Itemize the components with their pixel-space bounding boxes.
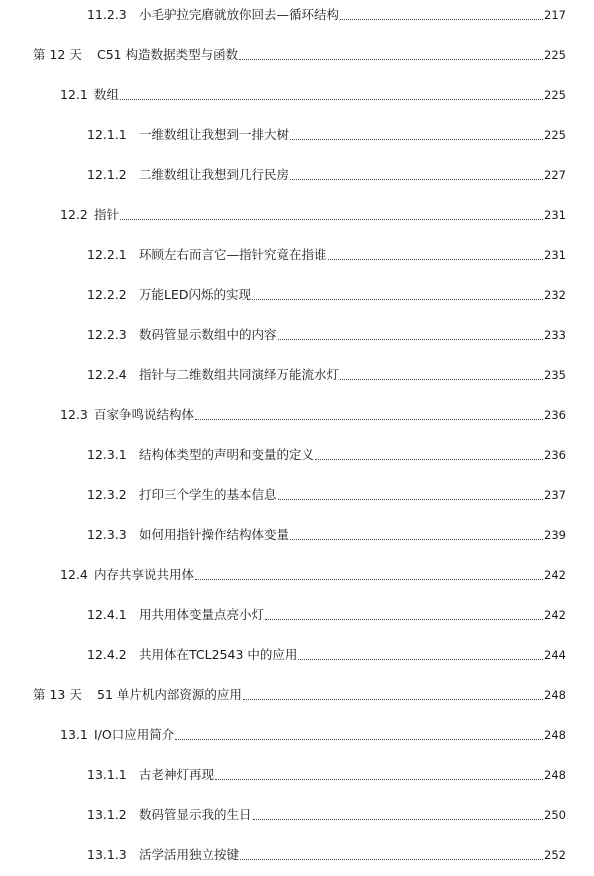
toc-dot-leader [195,579,543,580]
toc-page-number: 225 [544,48,566,62]
toc-entry-title: 数码管显示我的生日 [139,807,252,822]
toc-dot-leader [290,539,543,540]
toc-subsection-entry[interactable] [87,443,566,463]
toc-page-number: 237 [544,488,566,502]
toc-entry-number: 13.1 [60,727,88,742]
toc-page-number: 250 [544,808,566,822]
toc-entry-title: C51 构造数据类型与函数 [97,47,239,62]
toc-entry-title: 数码管显示数组中的内容 [139,327,277,342]
toc-section-entry[interactable] [60,203,566,223]
toc-entry-title: 51 单片机内部资源的应用 [97,687,242,702]
toc-entry-title: 指针 [94,207,120,222]
toc-entry-number: 12.4.2 [87,647,127,662]
toc-entry-number: 12.1 [60,87,88,102]
toc-dot-leader [120,99,543,100]
toc-chapter-entry[interactable] [33,43,566,63]
toc-entry-number: 12.1.1 [87,127,127,142]
toc-page-number: 233 [544,328,566,342]
toc-page-number: 231 [544,248,566,262]
toc-section-entry[interactable] [60,723,566,743]
toc-entry-number: 12.2.4 [87,367,127,382]
toc-entry-number: 第 12 天 [33,47,82,62]
toc-entry-number: 12.3 [60,407,88,422]
toc-entry-number: 12.2.3 [87,327,127,342]
toc-entry-number: 11.2.3 [87,7,127,22]
toc-page-number: 225 [544,88,566,102]
toc-subsection-entry[interactable] [87,123,566,143]
toc-section-entry[interactable] [60,83,566,103]
toc-entry-number: 12.2.1 [87,247,127,262]
toc-subsection-entry[interactable] [87,283,566,303]
toc-entry-title: 打印三个学生的基本信息 [139,487,277,502]
toc-dot-leader [243,699,543,700]
toc-dot-leader [240,859,543,860]
toc-dot-leader [290,139,543,140]
toc-entry-number: 12.3.1 [87,447,127,462]
toc-subsection-entry[interactable] [87,643,566,663]
toc-subsection-entry[interactable] [87,243,566,263]
toc-entry-title: 用共用体变量点亮小灯 [139,607,265,622]
toc-page-number: 252 [544,848,566,862]
toc-page-number: 225 [544,128,566,142]
toc-entry-number: 12.4.1 [87,607,127,622]
toc-entry-title: 结构体类型的声明和变量的定义 [139,447,315,462]
toc-dot-leader [340,19,543,20]
toc-dot-leader [215,779,543,780]
toc-section-entry[interactable] [60,403,566,423]
toc-entry-title: 活学活用独立按键 [139,847,240,862]
toc-subsection-entry[interactable] [87,843,566,863]
toc-entry-title: 百家争鸣说结构体 [94,407,195,422]
toc-section-entry[interactable] [60,563,566,583]
toc-entry-number: 12.2.2 [87,287,127,302]
toc-subsection-entry[interactable] [87,323,566,343]
toc-dot-leader [278,499,544,500]
toc-page-number: 227 [544,168,566,182]
toc-page-number: 242 [544,608,566,622]
toc-page-number: 248 [544,728,566,742]
toc-entry-title: 万能LED闪烁的实现 [139,287,251,302]
toc-subsection-entry[interactable] [87,763,566,783]
toc-dot-leader [315,459,543,460]
toc-page-number: 236 [544,448,566,462]
toc-page-number: 244 [544,648,566,662]
toc-entry-title: 共用体在TCL2543 中的应用 [139,647,298,662]
toc-dot-leader [195,419,543,420]
toc-page-number: 242 [544,568,566,582]
toc-subsection-entry[interactable] [87,523,566,543]
toc-entry-number: 13.1.3 [87,847,127,862]
toc-entry-number: 第 13 天 [33,687,82,702]
toc-subsection-entry[interactable] [87,603,566,623]
toc-entry-number: 13.1.2 [87,807,127,822]
toc-entry-title: 指针与二维数组共同演绎万能流水灯 [139,367,340,382]
toc-entry-title: 数组 [94,87,120,102]
toc-subsection-entry[interactable] [87,363,566,383]
toc-dot-leader [252,299,543,300]
toc-dot-leader [120,219,543,220]
toc-page-number: 217 [544,8,566,22]
toc-dot-leader [298,659,543,660]
toc-entry-title: 小毛驴拉完磨就放你回去—循环结构 [139,7,340,22]
toc-entry-number: 12.3.3 [87,527,127,542]
toc-dot-leader [239,59,543,60]
toc-dot-leader [265,619,543,620]
toc-dot-leader [253,819,544,820]
toc-entry-title: 如何用指针操作结构体变量 [139,527,290,542]
toc-page-number: 231 [544,208,566,222]
toc-page-number: 239 [544,528,566,542]
toc-entry-number: 12.1.2 [87,167,127,182]
toc-page-number: 235 [544,368,566,382]
toc-page-number: 232 [544,288,566,302]
toc-dot-leader [290,179,543,180]
toc-entry-number: 13.1.1 [87,767,127,782]
toc-page-number: 248 [544,768,566,782]
toc-dot-leader [278,339,544,340]
toc-entry-number: 12.4 [60,567,88,582]
toc-subsection-entry[interactable] [87,803,566,823]
toc-entry-title: 内存共享说共用体 [94,567,195,582]
toc-dot-leader [175,739,543,740]
toc-subsection-entry[interactable] [87,483,566,503]
toc-dot-leader [340,379,543,380]
toc-dot-leader [328,259,544,260]
toc-entry-title: 环顾左右而言它—指针究竟在指谁 [139,247,327,262]
toc-page-number: 236 [544,408,566,422]
toc-subsection-entry[interactable] [87,3,566,23]
toc-subsection-entry[interactable] [87,163,566,183]
toc-chapter-entry[interactable] [33,683,566,703]
toc-page-number: 248 [544,688,566,702]
toc-entry-number: 12.3.2 [87,487,127,502]
toc-entry-number: 12.2 [60,207,88,222]
toc-entry-title: 二维数组让我想到几行民房 [139,167,290,182]
toc-entry-title: I/O口应用简介 [94,727,175,742]
toc-entry-title: 一维数组让我想到一排大树 [139,127,290,142]
toc-entry-title: 古老神灯再现 [139,767,215,782]
